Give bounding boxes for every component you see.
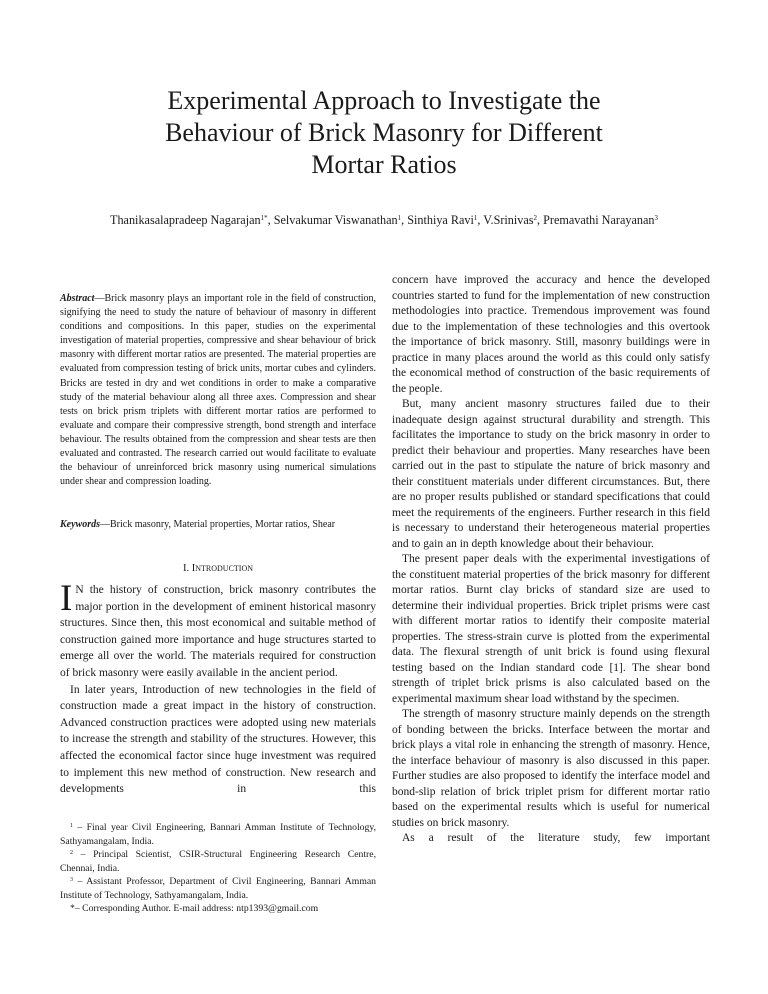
title-line-2: Behaviour of Brick Masonry for Different <box>165 118 603 147</box>
intro-paragraph-1 <box>60 578 376 682</box>
footnote-mark: 1 <box>70 823 73 829</box>
keywords-text: —Brick masonry, Material properties, Mortar ratios, Shear <box>100 519 336 530</box>
right-paragraph-4: The strength of masonry structure mainly depends on the strength of bonding between the bricks. Interface between the mortar and brick plays a vital role in enhancing the strength of masonry. Hence, the interface behaviour of masonry is also discussed in this paper. Further studies are also proposed to identify the interface model and bond-slip relation of brick triplet prism for different mortar ratio based on the experimental results which is useful for numerical studies on brick masonry. <box>392 708 710 829</box>
author-name: V.Srinivas <box>483 213 534 227</box>
footnote-corresponding-author: *– Corresponding Author. E-mail address: ntp1393@gmail.com <box>70 903 319 914</box>
abstract <box>60 292 376 489</box>
abstract-text: —Brick masonry plays an important role in the field of construction, signifying the need to study the nature of behaviour of masonry in different conditions and compositions. In this paper, studies on the experimental investigation of material properties, compressive and shear behaviour of brick masonry with different mortar ratios are presented. The material properties are evaluated from compression testing of brick units, mortar cubes and cylinders. Bricks are tested in dry and wet conditions in order to make a comparative study of the material behaviour along all three axes. Compression and shear tests on brick prism triplets with different mortar ratios are performed to evaluate and compare their compressive strength, bond strength and interface behaviour. The results obtained from the compression and shear tests are then evaluated and contrasted. The research carried out would facilitate to evaluate the behaviour of unreinforced brick masonry using numerical simulations under shear and compression loading. <box>60 293 376 488</box>
footnote-1 <box>60 821 376 848</box>
section-heading-introduction <box>60 563 376 574</box>
section-title-initial: I <box>191 563 196 574</box>
section-title-rest: NTRODUCTION <box>195 564 254 573</box>
author-name: Selvakumar Viswanathan <box>273 213 398 227</box>
author-list <box>80 212 688 229</box>
right-paragraph-2: But, many ancient masonry structures failed due to their inadequate design against structural durability and strength. This facilitates the importance to study on the brick masonry in order to predict their behaviour and properties. Many researches have been carried out in the past to stipulate the nature of brick masonry and their constituent materials under different circumstances. But, there are no proper results published or standard specifications that could meet the requirements of the engineers. Further research in this field is necessary to understand their heterogeneous material properties and to gain an in depth knowledge about their behaviour. <box>392 398 710 550</box>
right-paragraph-1: concern have improved the accuracy and hence the developed countries started to fund for the implementation of new construction methodologies into practice. Tremendous improvement was found due to the implementation of these technologies and this overtook the importance of brick masonry. Still, masonry buildings were in practice in many places around the world as this could only satisfy the economical method of construction of the basic requirements of the people. <box>392 274 710 395</box>
author-name: Thanikasalapradeep Nagarajan <box>110 213 261 227</box>
intro-paragraph-2: In later years, Introduction of new technologies in the field of construction made a great impact in the history of construction. Advanced construction practices were adopted using new materials to increase the strength and stability of the structures. However, this affected the economical factor since huge investment was required to implement this new method of construction. New research and developments in this <box>60 683 376 796</box>
author-name: Sinthiya Ravi <box>407 213 474 227</box>
right-paragraph-5: As a result of the literature study, few important <box>402 832 710 844</box>
abstract-label: Abstract <box>60 293 95 304</box>
author-affiliation-mark: 1* <box>260 214 268 222</box>
author-separator: , <box>537 213 544 227</box>
keywords <box>60 518 376 532</box>
footnote-mark: 2 <box>70 850 73 856</box>
footnote-2 <box>60 848 376 875</box>
footnote-2-text: – Principal Scientist, CSIR-Structural Engineering Research Centre, Chennai, India. <box>60 849 376 874</box>
author-affiliation-mark: 1 <box>473 214 478 222</box>
title-line-3: Mortar Ratios <box>311 150 457 179</box>
paper-title <box>60 85 708 181</box>
author-separator: , <box>267 213 274 227</box>
title-line-1: Experimental Approach to Investigate the <box>167 86 601 115</box>
intro-paragraph-1-text: N the history of construction, brick masonry contributes the major portion in the development of eminent historical masonry structures. Since then, this most economical and suitable method of construction gained more importance and huge structures started to emerge all over the world. The materials required for construction of brick masonry were easily available in the ancient period. <box>60 584 376 679</box>
author-affiliation-mark: 2 <box>533 214 538 222</box>
author-affiliation-mark: 3 <box>654 214 658 222</box>
section-number: I. <box>182 563 192 574</box>
right-paragraph-3: The present paper deals with the experimental investigations of the constituent material properties of the brick masonry for different mortar ratios. Burnt clay bricks of standard size are used to determine their individual properties. Brick triplet prisms were cast with different mortar ratios to identify their composite material properties. The stress-strain curve is plotted from the experimental data. The flexural strength of unit brick is found using flexural testing based on the Indian standard code [1]. The shear bond strength of triplet brick prisms is also calculated based on the experimental maximum shear load withstand by the specimen. <box>392 553 710 705</box>
author-separator: , <box>477 213 484 227</box>
footnotes <box>60 821 376 916</box>
author-name: Premavathi Narayanan <box>543 213 655 227</box>
keywords-label: Keywords <box>60 519 100 530</box>
drop-cap: I <box>60 578 73 619</box>
footnote-mark: 3 <box>70 877 73 883</box>
author-affiliation-mark: 1 <box>397 214 402 222</box>
author-separator: , <box>401 213 408 227</box>
footnote-3-text: – Assistant Professor, Department of Civil Engineering, Bannari Amman Institute of Technology, Sathyamangalam, India. <box>60 876 376 901</box>
introduction-body <box>60 578 376 798</box>
footnote-3 <box>60 875 376 902</box>
footnote-1-text: – Final year Civil Engineering, Bannari Amman Institute of Technology, Sathyamangalam, India. <box>60 822 376 847</box>
right-column-body <box>392 273 710 847</box>
